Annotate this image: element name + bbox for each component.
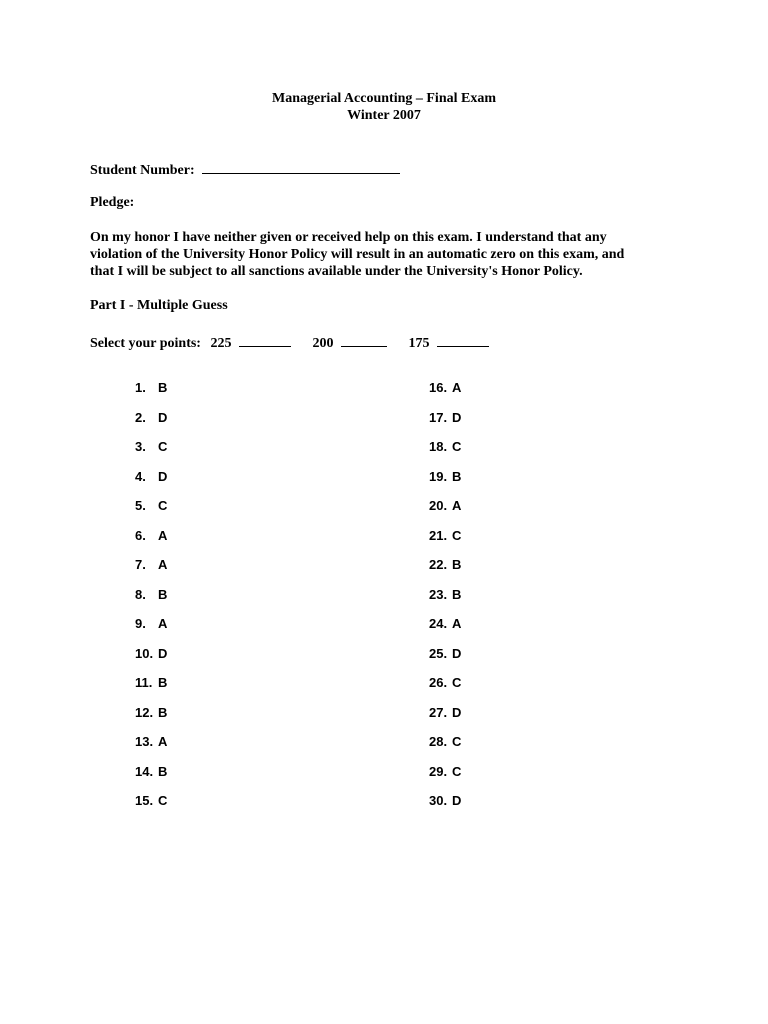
pledge-label: Pledge:: [90, 195, 135, 210]
answer-column-2: [429, 380, 461, 823]
pledge-statement: [90, 229, 690, 280]
question-number: 3.: [135, 439, 146, 454]
answer-row: [135, 439, 167, 469]
question-number: 23.: [429, 586, 448, 602]
answer-letter: D: [452, 793, 462, 808]
answer-row: [135, 469, 167, 499]
answer-letter: C: [452, 527, 462, 543]
answer-row: [429, 646, 461, 676]
question-number: 26.: [429, 675, 448, 690]
pledge-line: violation of the University Honor Policy will result in an automatic zero on this exam, and: [90, 247, 625, 262]
answer-letter: C: [452, 675, 462, 690]
answer-letter: C: [158, 498, 168, 513]
pledge-line: On my honor I have neither given or received help on this exam. I understand that any: [90, 230, 607, 245]
answer-letter: D: [452, 645, 462, 661]
question-number: 28.: [429, 734, 448, 749]
question-number: 9.: [135, 616, 146, 631]
student-number-line: [90, 160, 400, 179]
question-number: 5.: [135, 498, 146, 513]
question-number: 10.: [135, 645, 154, 661]
answer-row: [429, 439, 461, 469]
answer-row: [135, 764, 167, 794]
answer-row: [429, 734, 461, 764]
question-number: 27.: [429, 704, 448, 720]
points-option-225: 225: [210, 336, 232, 351]
question-number: 8.: [135, 586, 146, 602]
answer-row: [429, 498, 461, 528]
question-number: 2.: [135, 409, 146, 425]
answer-letter: C: [452, 734, 462, 749]
question-number: 22.: [429, 557, 448, 572]
points-selection: [90, 333, 489, 352]
answer-row: [429, 764, 461, 794]
question-number: 24.: [429, 616, 448, 631]
question-number: 4.: [135, 468, 146, 484]
question-number: 6.: [135, 527, 146, 543]
points-blank-200[interactable]: [341, 333, 387, 347]
answer-row: [135, 646, 167, 676]
question-number: 7.: [135, 557, 146, 572]
points-option-200: 200: [312, 336, 334, 351]
question-number: 19.: [429, 468, 448, 484]
answer-row: [135, 498, 167, 528]
answer-letter: A: [158, 734, 168, 749]
part-heading: Part I - Multiple Guess: [90, 298, 228, 313]
answer-row: [429, 557, 461, 587]
answer-letter: A: [452, 380, 462, 395]
answer-row: [429, 675, 461, 705]
answer-letter: B: [452, 557, 462, 572]
answer-row: [135, 675, 167, 705]
answer-letter: B: [158, 380, 168, 395]
question-number: 20.: [429, 498, 448, 513]
answer-letter: D: [452, 704, 462, 720]
exam-title: Managerial Accounting – Final Exam: [272, 91, 496, 106]
answer-letter: B: [452, 468, 462, 484]
points-option-175: 175: [408, 336, 430, 351]
answer-row: [429, 469, 461, 499]
answer-letter: B: [452, 586, 462, 602]
question-number: 12.: [135, 704, 154, 720]
answer-column-1: [135, 380, 167, 823]
answer-letter: D: [452, 409, 462, 425]
answer-letter: B: [158, 763, 168, 779]
exam-term: Winter 2007: [347, 108, 421, 123]
question-number: 25.: [429, 645, 448, 661]
answer-row: [135, 616, 167, 646]
question-number: 14.: [135, 763, 154, 779]
answer-row: [429, 793, 461, 823]
answer-row: [429, 380, 461, 410]
answer-letter: B: [158, 675, 168, 690]
question-number: 11.: [135, 675, 153, 690]
question-number: 13.: [135, 734, 154, 749]
points-blank-225[interactable]: [239, 333, 291, 347]
answer-row: [135, 587, 167, 617]
question-number: 30.: [429, 793, 448, 808]
answer-letter: A: [452, 498, 462, 513]
answer-row: [429, 587, 461, 617]
answer-row: [429, 616, 461, 646]
answer-row: [135, 410, 167, 440]
answer-row: [135, 705, 167, 735]
answer-letter: A: [158, 557, 168, 572]
answer-row: [135, 380, 167, 410]
answer-letter: B: [158, 704, 168, 720]
question-number: 16.: [429, 380, 448, 395]
answer-letter: A: [158, 616, 168, 631]
answer-letter: C: [158, 439, 168, 454]
answer-row: [429, 410, 461, 440]
answer-row: [429, 705, 461, 735]
student-number-label: Student Number:: [90, 163, 195, 178]
answer-row: [429, 528, 461, 558]
points-blank-175[interactable]: [437, 333, 489, 347]
question-number: 1.: [135, 380, 146, 395]
answer-row: [135, 528, 167, 558]
answer-letter: D: [158, 645, 168, 661]
answer-letter: D: [158, 468, 168, 484]
answer-row: [135, 734, 167, 764]
student-number-blank[interactable]: [202, 160, 400, 174]
question-number: 17.: [429, 409, 448, 425]
question-number: 15.: [135, 793, 154, 808]
answer-letter: C: [452, 439, 462, 454]
question-number: 18.: [429, 439, 448, 454]
question-number: 21.: [429, 527, 448, 543]
answer-letter: B: [158, 586, 168, 602]
question-number: 29.: [429, 763, 448, 779]
points-label: Select your points:: [90, 336, 201, 351]
answer-row: [135, 793, 167, 823]
answer-letter: A: [158, 527, 168, 543]
answer-row: [135, 557, 167, 587]
answer-letter: C: [158, 793, 168, 808]
answer-letter: D: [158, 409, 168, 425]
pledge-line: that I will be subject to all sanctions available under the University's Honor Policy.: [90, 264, 583, 279]
answer-letter: C: [452, 763, 462, 779]
answer-letter: A: [452, 616, 462, 631]
